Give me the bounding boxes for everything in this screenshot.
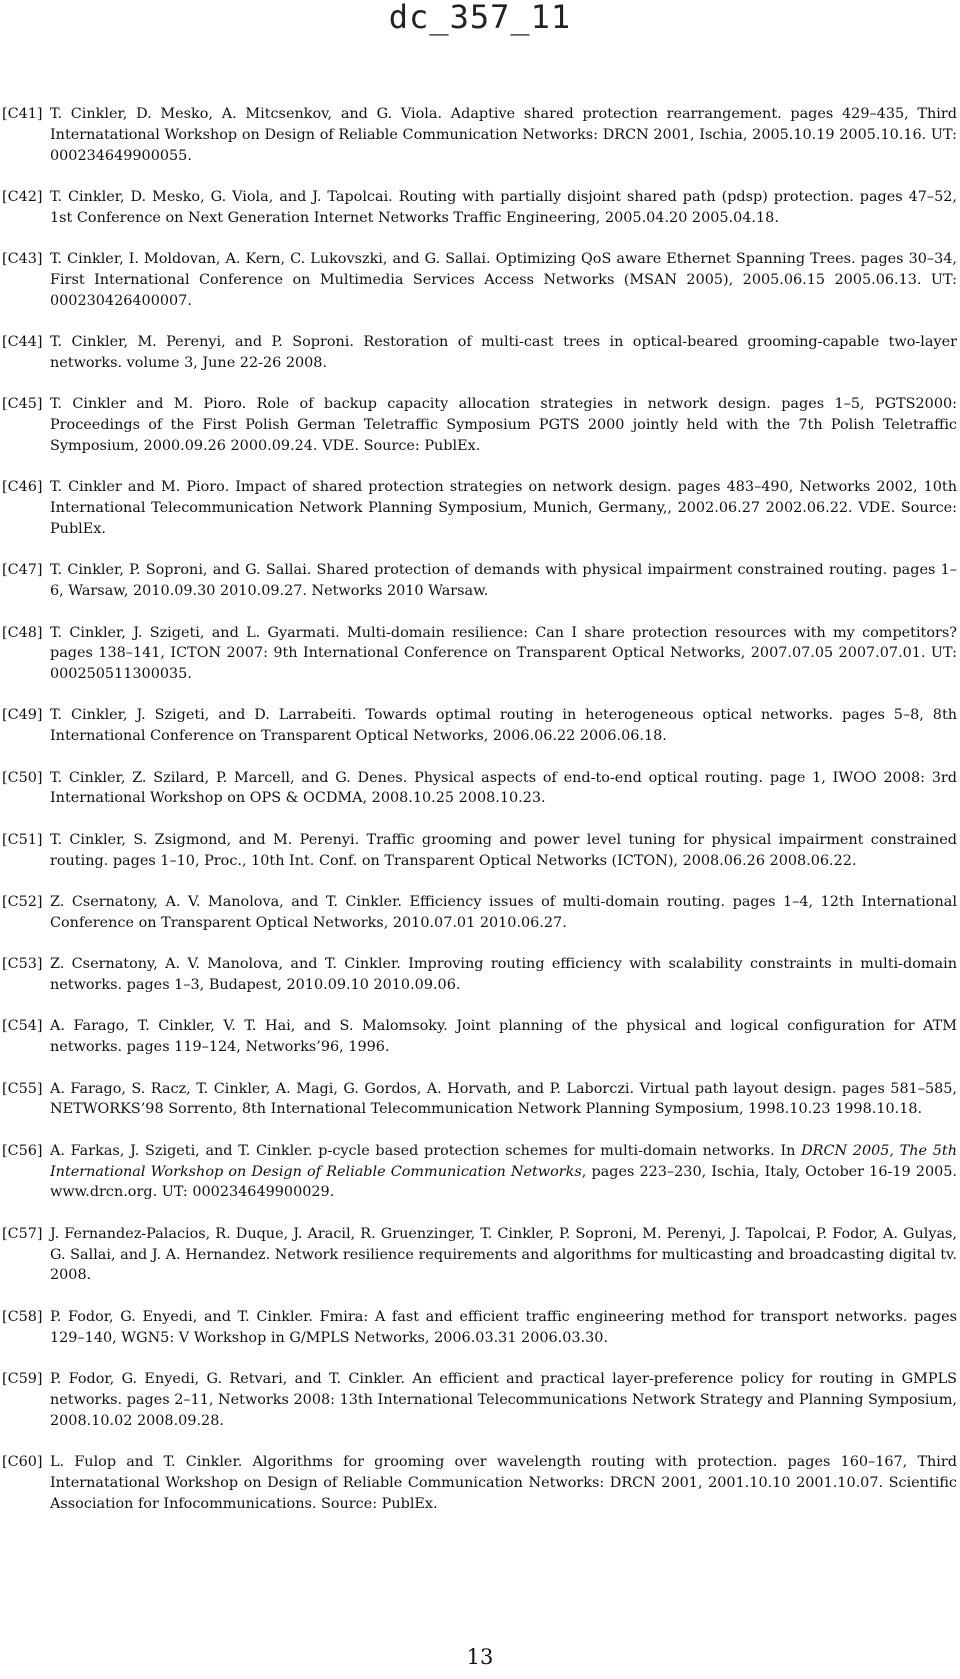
reference-key: [C47] [2, 562, 43, 579]
reference-key: [C43] [2, 251, 43, 268]
reference-entry [0, 623, 960, 685]
reference-key: [C60] [2, 1453, 43, 1470]
reference-text: A. Farago, T. Cinkler, V. T. Hai, and S. Malomsoky. Joint planning of the physical and logical configuration for ATM networks. pages 119–124, Networks’96, 1996. [50, 1018, 957, 1056]
reference-entry [0, 1452, 960, 1514]
reference-text: Z. Csernatony, A. V. Manolova, and T. Cinkler. Efficiency issues of multi-domain routing. pages 1–4, 12th International Conference on Transparent Optical Networks, 2010.07.01 2010.06.27. [50, 894, 957, 931]
reference-entry [0, 1016, 960, 1058]
reference-text: T. Cinkler and M. Pioro. Impact of shared protection strategies on network design. pages 483–490, Networks 2002, 10th International Telecommunication Network Planning Symposium, Munich, Germany,, 2002.06.27 2002.06.22. VDE. Source: PublEx. [50, 479, 957, 537]
reference-entry [0, 1079, 960, 1121]
reference-text: T. Cinkler, J. Szigeti, and L. Gyarmati. Multi-domain resilience: Can I share protection resources with my competitors? pages 138–141, ICTON 2007: 9th International Conference on Transparent Optical Networks, 2007.07.05 2007.07.01. UT: 000250511300035. [50, 624, 957, 683]
reference-text: P. Fodor, G. Enyedi, G. Retvari, and T. Cinkler. An efficient and practical layer-preference policy for routing in GMPLS networks. pages 2–11, Networks 2008: 13th International Telecommunications Network Strategy and Planning Symposium, 2008.10.02 2008.09.28. [50, 1370, 957, 1429]
reference-text: J. Fernandez-Palacios, R. Duque, J. Aracil, R. Gruenzinger, T. Cinkler, P. Soproni, M. Perenyi, J. Tapolcai, P. Fodor, A. Gulyas, G. Sallai, and J. A. Hernandez. Network resilience requirements and algorithms for multicasting and broadcasting digital tv. 2008. [50, 1225, 957, 1284]
reference-text: Z. Csernatony, A. V. Manolova, and T. Cinkler. Improving routing efficiency with scalability constraints in multi-domain networks. pages 1–3, Budapest, 2010.09.10 2010.09.06. [50, 956, 957, 994]
reference-entry [0, 477, 960, 539]
reference-text: L. Fulop and T. Cinkler. Algorithms for grooming over wavelength routing with protection. pages 160–167, Third Internatational Workshop on Design of Reliable Communication Networks: DRCN 2001, 2001.10.10 2001.10.07. Scientific Association for Infocommunications. Source: PublEx. [50, 1453, 957, 1512]
reference-key: [C45] [2, 396, 43, 413]
reference-key: [C52] [2, 894, 43, 911]
reference-entry [0, 187, 960, 229]
reference-text: T. Cinkler, P. Soproni, and G. Sallai. Shared protection of demands with physical impairment constrained routing. pages 1–6, Warsaw, 2010.09.30 2010.09.27. Networks 2010 Warsaw. [50, 562, 957, 600]
reference-key: [C51] [2, 831, 43, 848]
reference-key: [C41] [2, 106, 43, 122]
reference-entry [0, 892, 960, 934]
reference-entry [0, 104, 960, 166]
reference-text: T. Cinkler and M. Pioro. Role of backup capacity allocation strategies in network design. pages 1–5, PGTS2000: Proceedings of the First Polish German Teletraffic Symposium PGTS 2000 jointly held with the 7th Polish Teletraffic Symposium, 2000.09.26 2000.09.24. VDE. Source: PublEx. [50, 396, 957, 454]
reference-key: [C54] [2, 1018, 43, 1035]
reference-entry [0, 249, 960, 311]
reference-text: T. Cinkler, Z. Szilard, P. Marcell, and G. Denes. Physical aspects of end-to-end optical routing. page 1, IWOO 2008: 3rd International Workshop on OPS & OCDMA, 2008.10.25 2008.10.23. [50, 769, 957, 807]
reference-entry [0, 560, 960, 602]
reference-key: [C57] [2, 1225, 43, 1242]
reference-entry [0, 1369, 960, 1431]
reference-key: [C50] [2, 769, 43, 786]
reference-entry [0, 954, 960, 996]
document-code-header: dc_357_11 [388, 0, 572, 36]
reference-key: [C58] [2, 1308, 43, 1325]
reference-entry [0, 830, 960, 872]
reference-list [0, 104, 960, 1535]
reference-key: [C49] [2, 707, 43, 724]
reference-key: [C42] [2, 188, 43, 205]
reference-text: P. Fodor, G. Enyedi, and T. Cinkler. Fmira: A fast and efficient traffic engineering method for transport networks. pages 129–140, WGN5: V Workshop in G/MPLS Networks, 2006.03.31 2006.03.30. [50, 1308, 957, 1346]
reference-key: [C48] [2, 624, 43, 641]
reference-text: T. Cinkler, I. Moldovan, A. Kern, C. Lukovszki, and G. Sallai. Optimizing QoS aware Ethernet Spanning Trees. pages 30–34, First International Conference on Multimedia Services Access Networks (MSAN 2005), 2005.06.15 2005.06.13. UT: 000230426400007. [50, 251, 957, 309]
reference-key: [C59] [2, 1370, 43, 1387]
reference-entry [0, 768, 960, 810]
reference-text: T. Cinkler, D. Mesko, G. Viola, and J. Tapolcai. Routing with partially disjoint shared path (pdsp) protection. pages 47–52, 1st Conference on Next Generation Internet Networks Traffic Engineering, 2005.04.20 2005.04.18. [50, 188, 957, 226]
reference-text-lead: A. Farkas, J. Szigeti, and T. Cinkler. p-cycle based protection schemes for multi-domain networks. In [50, 1142, 802, 1159]
reference-entry [0, 1141, 960, 1203]
reference-key: [C56] [2, 1142, 43, 1159]
reference-entry [0, 332, 960, 374]
reference-text: A. Farago, S. Racz, T. Cinkler, A. Magi, G. Gordos, A. Horvath, and P. Laborczi. Virtual path layout design. pages 581–585, NETWORKS’98 Sorrento, 8th International Telecommunication Network Planning Symposium, 1998.10.23 1998.10.18. [50, 1080, 957, 1118]
reference-text: T. Cinkler, J. Szigeti, and D. Larrabeiti. Towards optimal routing in heterogeneous optical networks. pages 5–8, 8th International Conference on Transparent Optical Networks, 2006.06.22 2006.06.18. [50, 707, 957, 745]
reference-venue-italic: DRCN 2005, The 5th International Workshop on Design of Reliable Communication Networks [50, 1142, 957, 1180]
reference-key: [C44] [2, 334, 43, 351]
page-number: 13 [466, 1645, 494, 1669]
reference-entry [0, 1307, 960, 1349]
reference-key: [C53] [2, 956, 43, 973]
reference-key: [C55] [2, 1080, 43, 1097]
reference-entry [0, 394, 960, 456]
reference-entry [0, 1224, 960, 1286]
reference-entry [0, 705, 960, 747]
reference-text: T. Cinkler, D. Mesko, A. Mitcsenkov, and G. Viola. Adaptive shared protection rearrangement. pages 429–435, Third Internatational Workshop on Design of Reliable Communication Networks: DRCN 2001, Ischia, 2005.10.19 2005.10.16. UT: 000234649900055. [50, 106, 957, 164]
reference-key: [C46] [2, 479, 43, 496]
reference-text [50, 1141, 957, 1203]
reference-text: T. Cinkler, M. Perenyi, and P. Soproni. Restoration of multi-cast trees in optical-beared grooming-capable two-layer networks. volume 3, June 22-26 2008. [50, 334, 957, 371]
reference-text-tail: , pages 223–230, Ischia, Italy, October 16-19 2005. www.drcn.org. UT: 000234649900029. [50, 1163, 957, 1201]
reference-text: T. Cinkler, S. Zsigmond, and M. Perenyi. Traffic grooming and power level tuning for physical impairment constrained routing. pages 1–10, Proc., 10th Int. Conf. on Transparent Optical Networks (ICTON), 2008.06.26 2008.06.22. [50, 831, 957, 869]
